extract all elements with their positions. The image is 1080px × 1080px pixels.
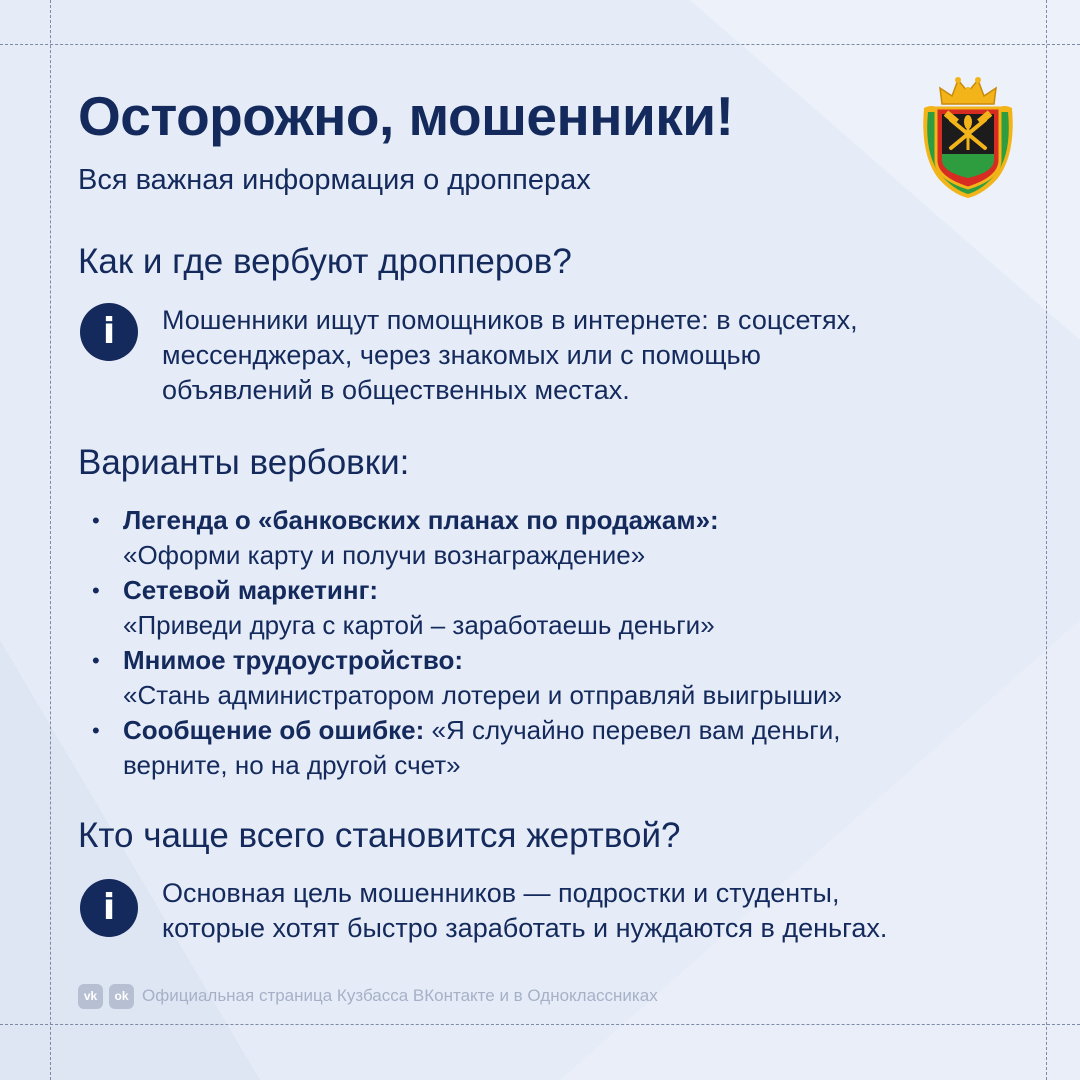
- coat-of-arms-icon: [918, 74, 1018, 200]
- guide-line-left: [50, 0, 51, 1080]
- list-item-first-line: [123, 643, 842, 678]
- footer: [78, 983, 658, 1009]
- info-icon: i: [80, 879, 138, 937]
- list-item-quote: «Оформи карту и получи вознаграждение»: [123, 540, 646, 570]
- list-item-title: Сообщение об ошибке:: [123, 715, 425, 745]
- list-item-detail: «Я случайно перевел вам деньги,: [424, 715, 841, 745]
- bullet: •: [92, 578, 100, 603]
- section-heading-victims: Кто чаще всего становится жертвой?: [78, 816, 681, 855]
- guide-line-top: [0, 44, 1080, 45]
- guide-line-bottom: [0, 1024, 1080, 1025]
- footer-text: Официальная страница Кузбасса ВКонтакте и в Одноклассниках: [142, 986, 658, 1005]
- section-heading-variants: Варианты вербовки:: [78, 443, 410, 482]
- list-item-quote: «Стань администратором лотереи и отправляй выигрыши»: [123, 680, 843, 710]
- guide-line-right: [1046, 0, 1047, 1080]
- bullet: •: [92, 718, 100, 743]
- page-title: Осторожно, мошенники!: [78, 85, 734, 147]
- text-line: Основная цель мошенников — подростки и студенты,: [162, 878, 840, 908]
- list-item: [92, 643, 842, 713]
- info-icon: i: [80, 303, 138, 361]
- text-line: которые хотят быстро заработать и нуждаются в деньгах.: [162, 913, 888, 943]
- recruitment-info-text: [162, 303, 858, 408]
- victims-info-text: [162, 876, 887, 946]
- list-item-first-line: [123, 713, 842, 748]
- list-item-first-line: [123, 573, 842, 608]
- list-item: [92, 573, 842, 643]
- bullet: •: [92, 508, 100, 533]
- list-item-first-line: [123, 503, 842, 538]
- list-item-quote: верните, но на другой счет»: [123, 750, 461, 780]
- list-item-title: Мнимое трудоустройство:: [123, 645, 464, 675]
- text-line: объявлений в общественных местах.: [162, 375, 630, 405]
- text-line: Мошенники ищут помощников в интернете: в соцсетях,: [162, 305, 858, 335]
- list-item-quote: «Приведи друга с картой – заработаешь деньги»: [123, 610, 715, 640]
- list-item: [92, 713, 842, 783]
- list-item: [92, 503, 842, 573]
- bullet: •: [92, 648, 100, 673]
- text-line: мессенджерах, через знакомых или с помощью: [162, 340, 761, 370]
- vk-icon[interactable]: vk: [78, 984, 103, 1009]
- section-heading-recruitment: Как и где вербуют дропперов?: [78, 242, 572, 281]
- page-subtitle: Вся важная информация о дропперах: [78, 164, 591, 196]
- odnoklassniki-icon[interactable]: ok: [109, 984, 134, 1009]
- list-item-title: Сетевой маркетинг:: [123, 575, 379, 605]
- list-item-title: Легенда о «банковских планах по продажам»:: [123, 505, 719, 535]
- variants-list: [92, 503, 842, 783]
